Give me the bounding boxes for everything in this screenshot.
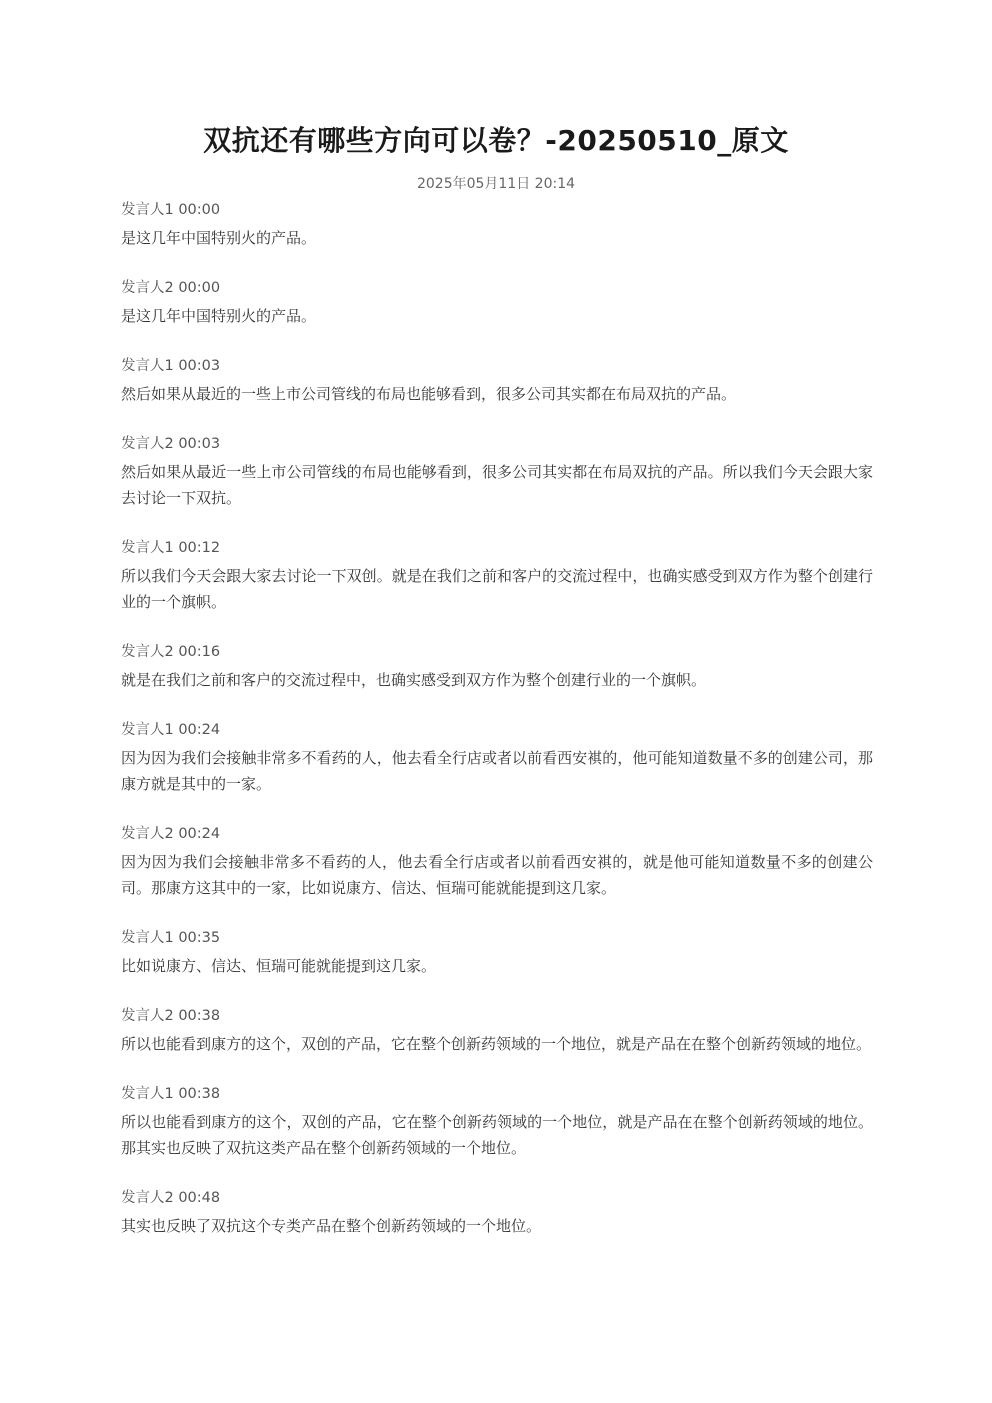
utterance-text: 因为因为我们会接触非常多不看药的人，他去看全行店或者以前看西安褀的，就是他可能知道数量不多的创建公司。那康方这其中的一家，比如说康方、信达、恒瑞可能就能提到这几家。	[121, 853, 873, 897]
speaker-timestamp: 发言人2 00:16	[121, 644, 221, 660]
transcript-entry	[121, 641, 873, 693]
transcript-entry	[121, 355, 873, 407]
speaker-timestamp: 发言人1 00:35	[121, 930, 221, 946]
utterance-text: 比如说康方、信达、恒瑞可能就能提到这几家。	[121, 957, 437, 975]
utterance-text: 因为因为我们会接触非常多不看药的人，他去看全行店或者以前看西安褀的，他可能知道数量不多的创建公司，那康方就是其中的一家。	[121, 749, 873, 793]
speaker-timestamp: 发言人2 00:24	[121, 826, 221, 842]
speaker-timestamp: 发言人1 00:03	[121, 358, 221, 374]
speaker-timestamp: 发言人1 00:24	[121, 722, 221, 738]
speaker-timestamp: 发言人1 00:00	[121, 202, 221, 218]
transcript-entry	[121, 433, 873, 511]
transcript-entry	[121, 1083, 873, 1161]
speaker-timestamp: 发言人1 00:12	[121, 540, 221, 556]
transcript-entry	[121, 823, 873, 901]
page-title: 双抗还有哪些方向可以卷？-20250510_原文	[203, 124, 789, 157]
speaker-timestamp: 发言人2 00:48	[121, 1190, 221, 1206]
utterance-text: 然后如果从最近的一些上市公司管线的布局也能够看到，很多公司其实都在布局双抗的产品。	[121, 385, 737, 403]
utterance-text: 是这几年中国特别火的产品。	[121, 307, 317, 325]
transcript-entry	[121, 537, 873, 615]
transcript	[121, 199, 873, 1265]
transcript-entry	[121, 277, 873, 329]
speaker-timestamp: 发言人2 00:38	[121, 1008, 221, 1024]
utterance-text: 就是在我们之前和客户的交流过程中，也确实感受到双方作为整个创建行业的一个旗帜。	[121, 671, 707, 689]
transcript-entry	[121, 927, 873, 979]
utterance-text: 所以也能看到康方的这个，双创的产品，它在整个创新药领域的一个地位，就是产品在在整个创新药领域的地位。	[121, 1035, 872, 1053]
transcript-entry	[121, 1187, 873, 1239]
transcript-entry	[121, 199, 873, 251]
utterance-text: 所以我们今天会跟大家去讨论一下双创。就是在我们之前和客户的交流过程中，也确实感受到双方作为整个创建行业的一个旗帜。	[121, 567, 873, 611]
utterance-text: 其实也反映了双抗这个专类产品在整个创新药领域的一个地位。	[121, 1217, 542, 1235]
utterance-text: 是这几年中国特别火的产品。	[121, 229, 317, 247]
transcript-entry	[121, 1005, 873, 1057]
utterance-text: 然后如果从最近一些上市公司管线的布局也能够看到，很多公司其实都在布局双抗的产品。所以我们今天会跟大家去讨论一下双抗。	[121, 463, 873, 507]
transcript-entry	[121, 719, 873, 797]
speaker-timestamp: 发言人1 00:38	[121, 1086, 221, 1102]
utterance-text: 所以也能看到康方的这个，双创的产品，它在整个创新药领域的一个地位，就是产品在在整个创新药领域的地位。那其实也反映了双抗这类产品在整个创新药领域的一个地位。	[121, 1113, 873, 1157]
speaker-timestamp: 发言人2 00:00	[121, 280, 221, 296]
document-date: 2025年05月11日 20:14	[416, 176, 576, 192]
speaker-timestamp: 发言人2 00:03	[121, 436, 221, 452]
